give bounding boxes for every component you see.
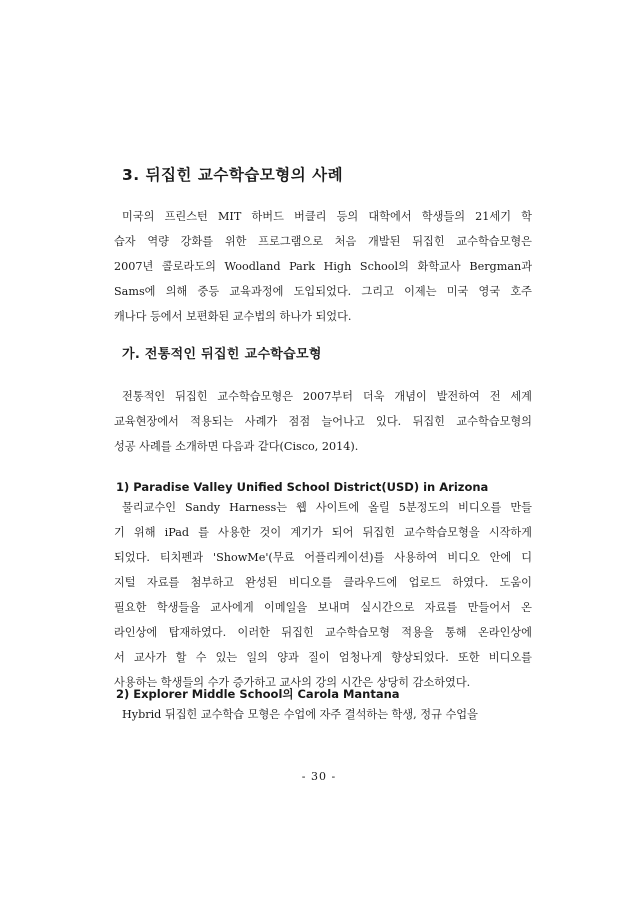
paragraph-line: 전통적인 뒤집힌 교수학습모형은 2007부터 더욱 개념이 발전하여 전 세계	[122, 390, 532, 403]
case-title-paradise-valley: 1) Paradise Valley Unified School District(USD) in Arizona	[116, 480, 489, 494]
subsection-title: 가. 전통적인 뒤집힌 교수학습모형	[122, 347, 322, 362]
paragraph-line: 사용하는 학생들의 수가 증가하고 교사의 강의 시간은 상당히 감소하였다.	[114, 676, 471, 689]
case-title-explorer-middle-school: 2) Explorer Middle School의 Carola Mantana	[116, 687, 400, 701]
case-paragraph-paradise-valley	[114, 495, 532, 695]
paragraph-line: 미국의 프린스턴 MIT 하버드 버클리 등의 대학에서 학생들의 21세기 학	[122, 210, 532, 223]
page-number: - 30 -	[301, 770, 337, 783]
section-intro-paragraph	[114, 204, 532, 329]
case-paragraph-explorer-middle-school	[114, 702, 532, 727]
paragraph-line: 성공 사례를 소개하면 다음과 같다(Cisco, 2014).	[114, 440, 359, 453]
paragraph-line: 습자 역량 강화를 위한 프로그램으로 처음 개발된 뒤집힌 교수학습모형은	[114, 235, 532, 248]
paragraph-line: 되었다. 티치펜과 'ShowMe'(무료 어플리케이션)를 사용하여 비디오 안에 디	[114, 551, 532, 564]
paragraph-line: Hybrid 뒤집힌 교수학습 모형은 수업에 자주 결석하는 학생, 정규 수업을	[122, 708, 478, 721]
paragraph-line: 교육현장에서 적용되는 사례가 점점 늘어나고 있다. 뒤집힌 교수학습모형의	[114, 415, 532, 428]
paragraph-line: 2007년 콜로라도의 Woodland Park High School의 화학교사 Bergman과	[114, 260, 532, 273]
subsection-intro-paragraph	[114, 384, 532, 459]
paragraph-line: Sams에 의해 중등 교육과정에 도입되었다. 그리고 이제는 미국 영국 호주	[114, 285, 532, 298]
paragraph-line: 라인상에 탑재하였다. 이러한 뒤집힌 교수학습모형 적용을 통해 온라인상에	[114, 626, 532, 639]
paragraph-line: 캐나다 등에서 보편화된 교수법의 하나가 되었다.	[114, 310, 352, 323]
paragraph-line: 물리교수인 Sandy Harness는 웹 사이트에 올릴 5분정도의 비디오를 만들	[122, 501, 532, 514]
paragraph-line: 기 위해 iPad 를 사용한 것이 계기가 되어 뒤집힌 교수학습모형을 시작하게	[114, 526, 532, 539]
paragraph-line: 지털 자료를 첨부하고 완성된 비디오를 클라우드에 업로드 하였다. 도움이	[114, 576, 532, 589]
paragraph-line: 필요한 학생들을 교사에게 이메일을 보내며 실시간으로 자료를 만들어서 온	[114, 601, 532, 614]
section-title: 3. 뒤집힌 교수학습모형의 사례	[122, 166, 344, 184]
paragraph-line: 서 교사가 할 수 있는 일의 양과 질이 엄청나게 향상되었다. 또한 비디오를	[114, 651, 532, 664]
